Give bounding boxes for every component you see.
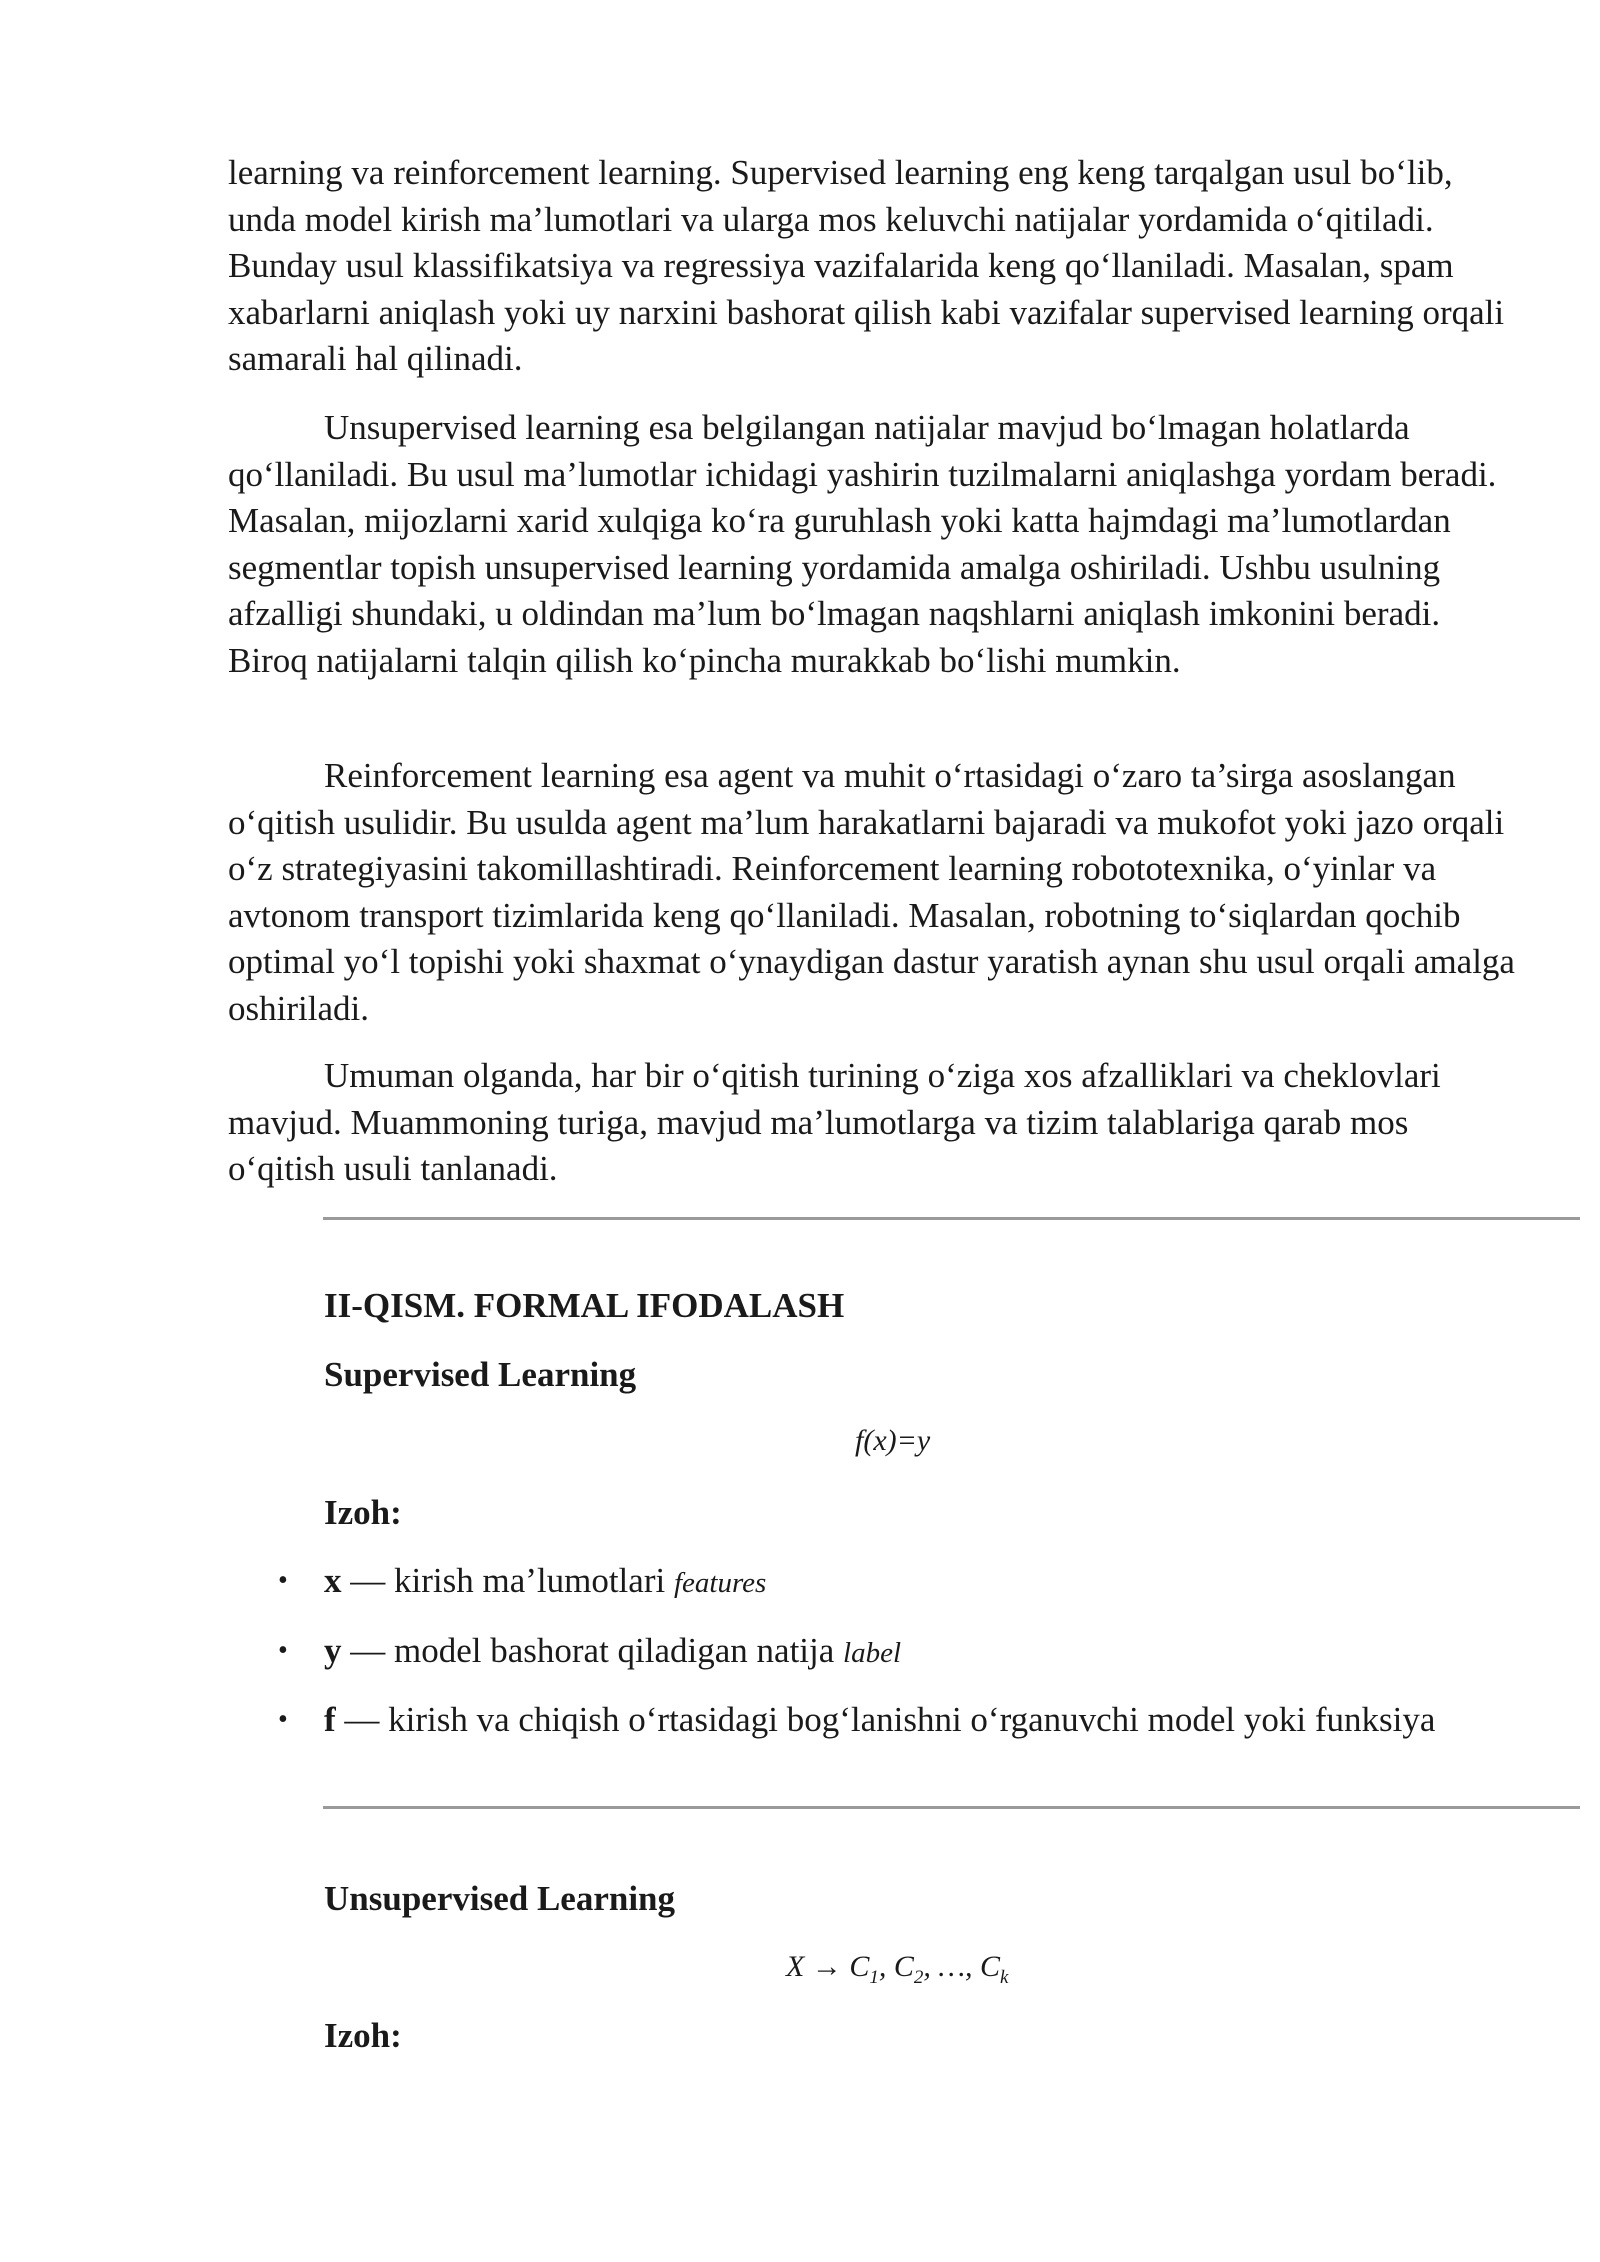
symbol: x <box>324 1561 342 1600</box>
izoh-label: Izoh: <box>324 1493 402 1532</box>
supervised-definition-list <box>276 1558 1516 1765</box>
list-item <box>276 1628 1516 1677</box>
formula-subscript: 1 <box>869 1967 879 1988</box>
unsupervised-formula <box>786 1950 1008 1989</box>
symbol: f <box>324 1700 336 1740</box>
formula-subscript: 2 <box>913 1967 924 1988</box>
supervised-formula: f(x)=y <box>855 1424 931 1457</box>
paragraph-reinforcement <box>228 753 1518 1033</box>
paragraph-text: Unsupervised learning esa belgilangan natijalar mavjud bo‘lmagan holatlarda qo‘llaniladi. Bu usul ma’lumotlar ichidagi yashirin tuzilmalarni aniqlashga yordam beradi. Masalan, mijozlarni xarid xulqiga ko‘ra guruhlash yoki katta hajmdagi ma’lumotlardan segmentlar topish unsupervised learning yordamida amalga oshiriladi. Ushbu usulning afzalligi shundaki, u oldindan ma’lum bo‘lmagan naqshlarni aniqlash imkonini beradi. Biroq natijalarni talqin qilish ko‘pincha murakkab bo‘lishi mumkin. <box>228 408 1497 680</box>
definition-note: features <box>673 1567 767 1599</box>
horizontal-divider <box>323 1806 1580 1809</box>
formula-part: , …, C <box>923 1950 1001 1983</box>
formula-part: , C <box>878 1950 914 1983</box>
supervised-heading: Supervised Learning <box>324 1355 637 1394</box>
formula-subscript: k <box>1000 1967 1009 1988</box>
horizontal-divider <box>323 1217 1580 1220</box>
paragraph-text: Umuman olganda, har bir o‘qitish turining o‘ziga xos afzalliklari va cheklovlari mavjud. Muammoning turiga, mavjud ma’lumotlarga va tizim talablariga qarab mos o‘qitish usuli tanlanadi. <box>228 1056 1441 1189</box>
definition-text: — model bashorat qiladigan natija <box>341 1630 844 1670</box>
bullet-icon: • <box>278 1565 288 1596</box>
bullet-icon: • <box>278 1634 288 1666</box>
definition-note: label <box>843 1636 902 1669</box>
definition-text: — kirish va chiqish o‘rtasidagi bog‘lanishni o‘rganuvchi model yoki funksiya <box>335 1700 1436 1740</box>
list-item <box>276 1558 1516 1607</box>
izoh-label: Izoh: <box>324 2016 402 2055</box>
paragraph-text: learning va reinforcement learning. Supervised learning eng keng tarqalgan usul bo‘lib, unda model kirish ma’lumotlari va ularga mos keluvchi natijalar yordamida o‘qitiladi. Bunday usul klassifikatsiya va regressiya vazifalarida keng qo‘llaniladi. Masalan, spam xabarlarni aniqlash yoki uy narxini bashorat qilish kabi vazifalar supervised learning orqali samarali hal qilinadi. <box>228 153 1505 379</box>
section-heading: II-QISM. FORMAL IFODALASH <box>324 1286 845 1325</box>
paragraph-learning-types <box>228 150 1518 383</box>
paragraph-summary <box>228 1053 1518 1193</box>
formula-part: X → C <box>786 1950 870 1983</box>
symbol: y <box>324 1630 342 1670</box>
unsupervised-heading: Unsupervised Learning <box>324 1879 676 1918</box>
definition-text: — kirish ma’lumotlari <box>341 1561 674 1600</box>
paragraph-unsupervised <box>228 405 1518 685</box>
paragraph-text: Reinforcement learning esa agent va muhit o‘rtasidagi o‘zaro ta’sirga asoslangan o‘qitish usulidir. Bu usulda agent ma’lum harakatlarni bajaradi va mukofot yoki jazo orqali o‘z strategiyasini takomillashtiradi. Reinforcement learning robototexnika, o‘yinlar va avtonom transport tizimlarida keng qo‘llaniladi. Masalan, robotning to‘siqlardan qochib optimal yo‘l topishi yoki shaxmat o‘ynaydigan dastur yaratish aynan shu usul orqali amalga oshiriladi. <box>228 756 1515 1028</box>
bullet-icon: • <box>278 1704 288 1736</box>
list-item <box>276 1697 1516 1744</box>
